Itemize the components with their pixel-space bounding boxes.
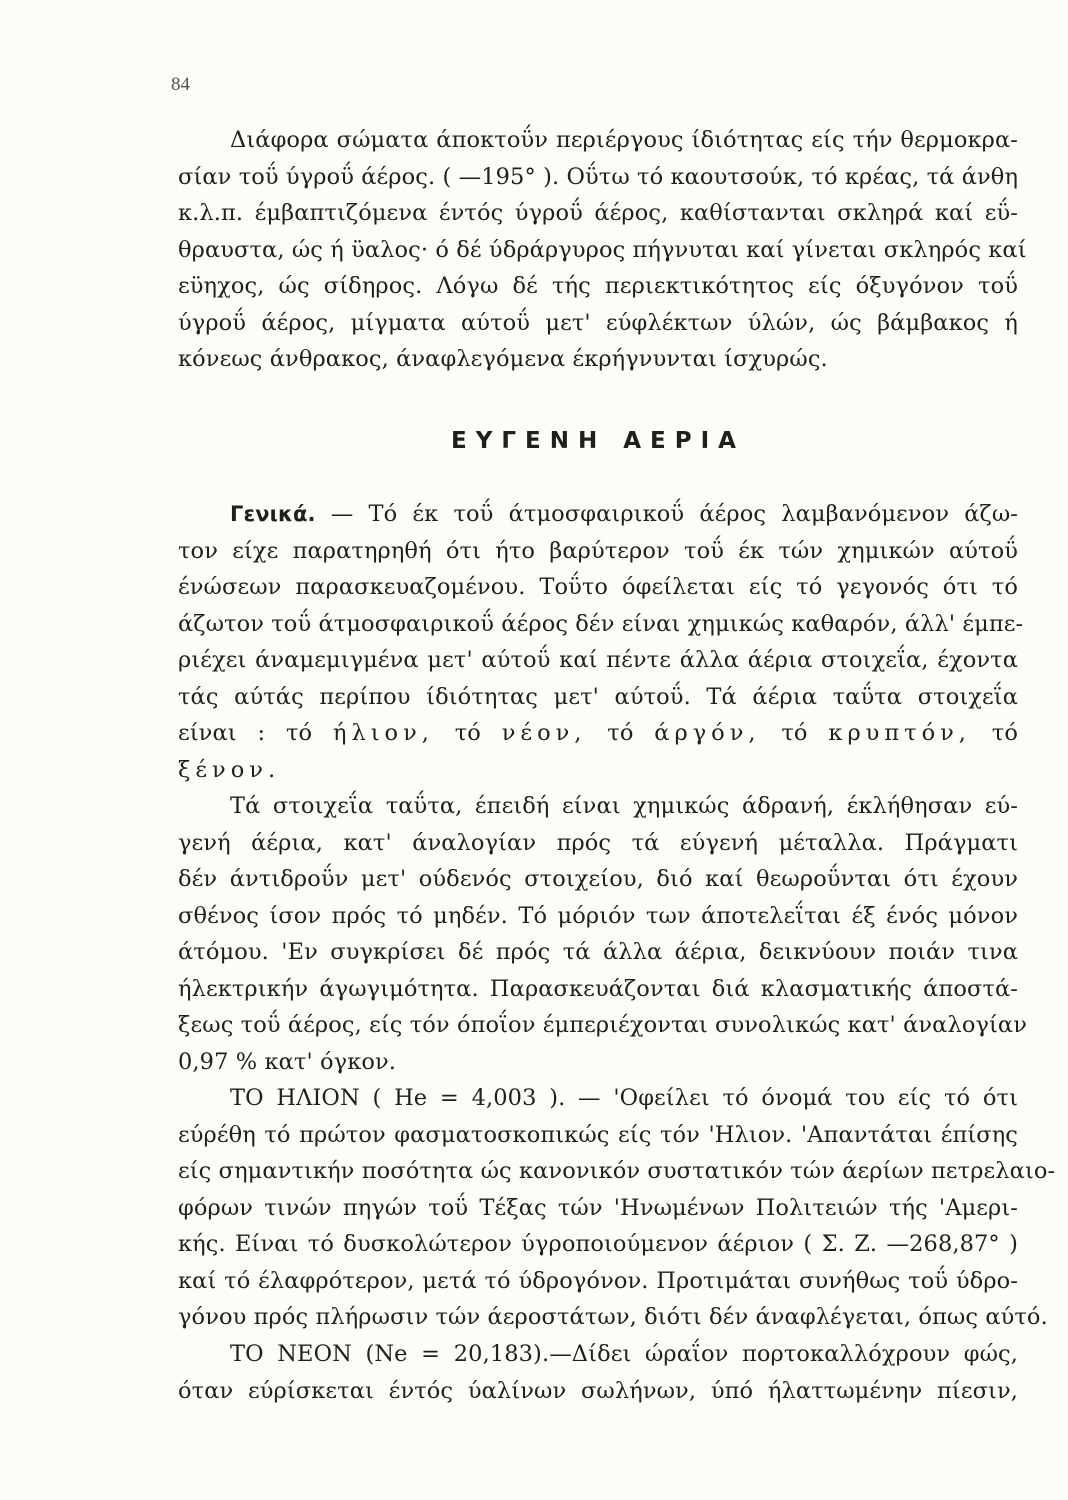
text-line: εϋηχος, ώς σίδηρος. Λόγω δέ τής περιεκτικότητος είς όξυγόνον τοΰ — [178, 273, 1018, 299]
text-line: δέν άντιδροΰν μετ' ούδενός στοιχείου, διό καί θεωροΰνται ότι έχουν — [178, 866, 1018, 892]
text-span: είναι : τό — [178, 720, 313, 746]
paragraph-noble-gases — [178, 788, 1028, 1080]
text-line: καί τό έλαφρότερον, μετά τό ύδρογόνον. Προτιμάται συνήθως τοΰ ύδρο- — [178, 1267, 1018, 1294]
text-line: 0,97 % κατ' όγκον. — [178, 1048, 397, 1075]
page-number: 84 — [171, 74, 190, 95]
paragraph-neon — [178, 1336, 1018, 1409]
paragraph-liquid-air-properties — [178, 122, 1027, 378]
text-line: σθένος ίσον πρός τό μηδέν. Τό μόριόν των άποτελεΐται έξ ένός μόνον — [178, 902, 1018, 929]
text-line: γόνου πρός πλήρωσιν τών άεροστάτων, διότι δέν άναφλέγεται, όπως αύτό. — [178, 1304, 1048, 1330]
element-name-argon: άργόν, — [654, 720, 761, 746]
text-line: ξεως τοΰ άέρος, είς τόν όποΐον έμπεριέχονται συνολικώς κατ' άναλογίαν — [178, 1012, 1028, 1038]
text-line: γενή άέρια, κατ' άναλογίαν πρός τά εύγενή μέταλλα. Πράγματι — [178, 829, 1018, 856]
text-line: κόνεως άνθρακος, άναφλεγόμενα έκρήγνυνται ίσχυρώς. — [178, 346, 828, 372]
lead-term: Γενικά. — [230, 502, 316, 526]
text-span: τό — [454, 720, 481, 746]
element-name-krypton: κρυπτόν, — [828, 720, 971, 746]
text-line: σίαν τοΰ ύγροΰ άέρος. ( —195° ). Οΰτω τό καουτσούκ, τό κρέας, τά άνθη — [178, 163, 1019, 190]
text-line: Τά στοιχεΐα ταΰτα, έπειδή είναι χημικώς άδρανή, έκλήθησαν εύ- — [230, 793, 1018, 819]
text-line: θραυστα, ώς ή ϋαλος· ό δέ ύδράργυρος πήγνυται καί γίνεται σκληρός καί — [178, 236, 1027, 263]
element-name-xenon: ξένον. — [178, 756, 281, 783]
text-line: άζωτον τοΰ άτμοσφαιρικοΰ άέρος δέν είναι χημικώς καθαρόν, άλλ' έμπε- — [178, 610, 1024, 637]
text-line: ένώσεων παρασκευαζομένου. Τοΰτο όφείλεται είς τό γεγονός ότι τό — [178, 574, 1018, 600]
element-name-neon: νέον, — [501, 720, 587, 746]
text-line: όταν εύρίσκεται έντός ύαλίνων σωλήνων, ύπό ήλαττωμένην πίεσιν, — [178, 1377, 1018, 1404]
text-line: είς σημαντικήν ποσότητα ώς κανονικόν συστατικόν τών άερίων πετρελαιο- — [178, 1158, 1056, 1184]
text-span: τό — [781, 720, 808, 746]
paragraph-general — [178, 496, 1024, 788]
text-line: ριέχει άναμεμιγμένα μετ' αύτοΰ καί πέντε άλλα άέρια στοιχεΐα, έχοντα — [178, 647, 1018, 673]
text-span: — Τό έκ τοΰ άτμοσφαιρικοΰ άέρος λαμβανόμενον άζω- — [330, 501, 1018, 527]
text-line: τάς αύτάς περίπου ίδιότητας μετ' αύτοΰ. Τά άέρια ταΰτα στοιχεΐα — [178, 683, 1018, 710]
text-line: ήλεκτρικήν άγωγιμότητα. Παρασκευάζονται διά κλασματικής άποστά- — [178, 975, 1018, 1002]
text-line: ΤΟ ΝΕΟΝ (Ne = 20,183).—Δίδει ώραΐον πορτοκαλλόχρουν φώς, — [230, 1341, 1018, 1367]
text-line: Διάφορα σώματα άποκτοΰν περιέργους ίδιότητας είς τήν θερμοκρα- — [230, 127, 1018, 153]
text-line: άτόμου. 'Εν συγκρίσει δέ πρός τά άλλα άέρια, δεικνύουν ποιάν τινα — [178, 939, 1018, 965]
paragraph-helium — [178, 1080, 1056, 1336]
text-line: τον είχε παρατηρηθή ότι ήτο βαρύτερον τοΰ έκ τών χημικών αύτοΰ — [178, 537, 1018, 564]
section-heading: ΕΥΓΕΝΗ ΑΕΡΙΑ — [451, 428, 745, 454]
text-line: εύρέθη τό πρώτον φασματοσκοπικώς είς τόν 'Ηλιον. 'Απαντάται έπίσης — [178, 1121, 1018, 1148]
text-line-elements — [178, 715, 1018, 752]
element-name-helium: ήλιον, — [332, 720, 434, 746]
text-line: φόρων τινών πηγών τοΰ Τέξας τών 'Ηνωμένων Πολιτειών τής 'Αμερι- — [178, 1194, 1018, 1221]
text-line: κ.λ.π. έμβαπτιζόμενα έντός ύγροΰ άέρος, καθίστανται σκληρά καί εΰ- — [178, 200, 1018, 226]
text-span: τό — [607, 720, 634, 746]
text-line — [178, 496, 1018, 533]
text-span: τό — [991, 720, 1018, 746]
text-line: ΤΟ ΗΛΙΟΝ ( He = 4,003 ). — 'Οφείλει τό όνομά του είς τό ότι — [230, 1085, 1018, 1111]
text-line: ύγροΰ άέρος, μίγματα αύτοΰ μετ' εύφλέκτων ύλών, ώς βάμβακος ή — [178, 309, 1018, 336]
text-line: κής. Είναι τό δυσκολώτερον ύγροποιούμενον άέριον ( Σ. Ζ. —268,87° ) — [178, 1231, 1018, 1257]
